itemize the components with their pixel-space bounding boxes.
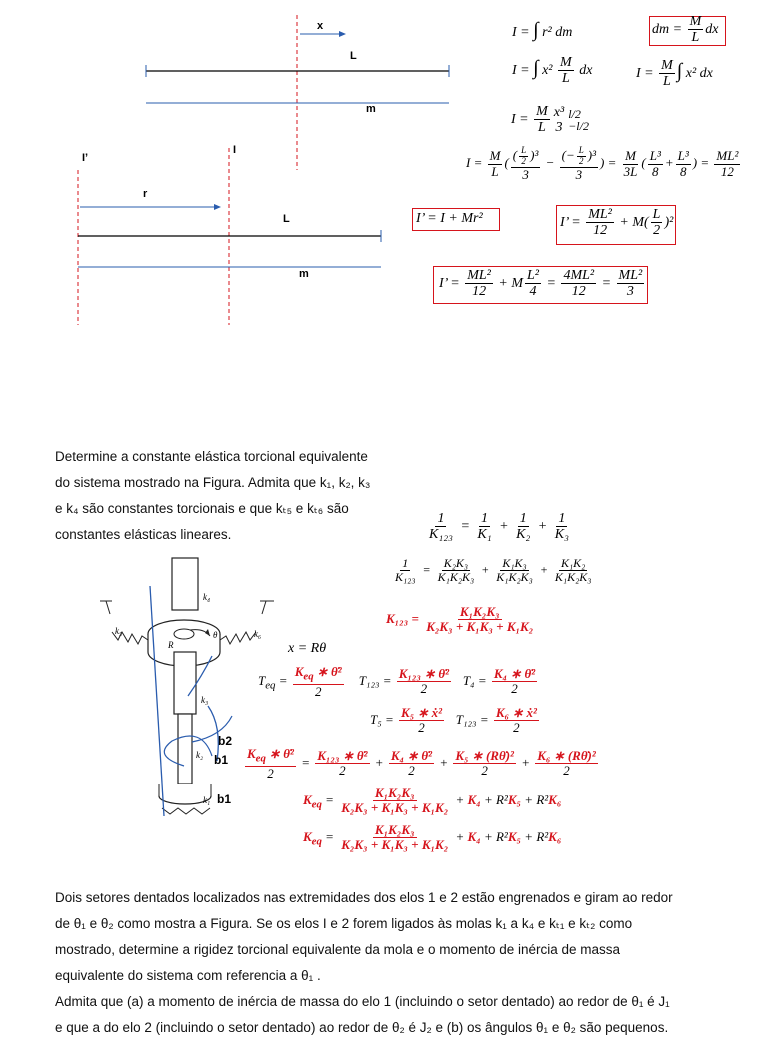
m-label-2: m	[299, 268, 309, 280]
m-label: m	[366, 103, 376, 115]
problem2-line4: equivalente do sistema com referencia a θ₁ .	[55, 968, 321, 983]
problem2-line2: de θ₁ e θ₂ como mostra a Figura. Se os elos I e 2 forem ligados às molas k₁ a k₄ e kₜ₁ e kₜ₂ como	[55, 916, 633, 931]
inertia-eq-7: I’ = $\frac{\text{ML²}}{12}$ + M( $\frac{L}{2}$ )²	[560, 207, 674, 239]
x-arrowhead	[339, 31, 346, 37]
r-arrowhead	[214, 204, 221, 210]
Iprime-label: I’	[82, 152, 89, 164]
L-label-2: L	[283, 213, 290, 225]
fig-b1-top: b1	[214, 753, 229, 767]
beam-diagrams	[0, 0, 470, 340]
solution-eq-x: x = Rθ	[288, 641, 327, 656]
inertia-eq-2: I = ∫ x² $\frac{M}{L}$ dx	[512, 55, 593, 87]
fig-b2: b2	[218, 734, 233, 748]
fig-k2: k₂	[196, 750, 204, 760]
problem1-line1: Determine a constante elástica torcional equivalente	[55, 449, 368, 464]
solution-eq-keq2: $K_{eq}$ = $\frac{\text{K₁K₂K₃}}{\text{K₂K₃ + K₁K₃ + K₁K₂}}$ + K₄ + R²K₅ + R²K₆	[303, 822, 562, 853]
solution-eq-2: $\frac{1}{\text{K₁₂₃}}$ = $\frac{\text{K₂K₃}}{\text{K₁K₂K₃}}$ + $\frac{\text{K₁K₃}}{\text{K₁K₂K₃}}$ + $\frac{\text{K₁K₂}}{\text{K₁K₂K₃}}$	[395, 556, 592, 585]
inertia-eq-3: I = $\frac{M}{L}$ ∫ x² dx	[636, 58, 713, 90]
problem1-line4: constantes elásticas lineares.	[55, 527, 232, 542]
fig-k6: k₆	[254, 629, 262, 639]
problem2-line3: mostrado, determine a rigidez torcional equivalente da mola e o momento de inércia de massa	[55, 942, 621, 957]
fig-R: R	[168, 640, 174, 650]
problem2-line5: Admita que (a) a momento de inércia de massa do elo 1 (incluindo o setor dentado) ao redor de θ₁ é J₁	[55, 994, 670, 1009]
r-label: r	[143, 188, 148, 200]
inertia-eq-1: I = ∫ r² dm	[512, 19, 573, 41]
fig-k3: k₃	[201, 695, 209, 705]
L-label: L	[350, 50, 357, 62]
solution-eq-T: $T_{eq}$ = $\frac{K_{eq} ∗ \thetȧ^2}{2}$ T₁₂₃ = $\frac{\text{K₁₂₃ ∗ θ̇²}}{2}$ T₄ = $\frac{\text{K₄ ∗ θ̇²}}{2}$	[258, 664, 536, 699]
I-label: I	[233, 144, 237, 156]
solution-eq-sum: $\frac{K_{eq} ∗ \thetȧ^2}{2}$ = $\frac{\text{K₁₂₃ ∗ θ̇²}}{2}$ + $\frac{\text{K₄ ∗ θ̇²}}{2}$ + $\frac{\text{K₅ ∗ (Rθ̇)²}}{2}$ + $\frac{\text{K₆ ∗ (Rθ̇)²}}{2}$	[247, 746, 596, 781]
x-label: x	[317, 20, 324, 32]
solution-eq-1: $\frac{1}{\text{K₁₂₃}}$ = $\frac{1}{\text{K₁}}$ + $\frac{1}{\text{K₂}}$ + $\frac{1}{\text{K₃}}$	[429, 511, 569, 543]
problem1-line2: do sistema mostrado na Figura. Admita que k₁, k₂, k₃	[55, 475, 371, 490]
problem1-line3: e k₄ são constantes torcionais e que kₜ₅ e kₜ₆ são	[55, 501, 349, 516]
problem2-line6: e que a do elo 2 (incluindo o setor dentado) ao redor de θ₂ é J₂ e (b) os ângulos θ₁ e θ₂ são pequenos.	[55, 1020, 669, 1035]
solution-eq-T2: T₅ = $\frac{\text{K₅ ∗ ẋ²}}{2}$ T₁₂₃ = $\frac{\text{K₆ ∗ ẋ²}}{2}$	[370, 705, 537, 736]
fig-b1-bottom: b1	[217, 792, 232, 806]
inertia-eq-4: I = $\frac{M}{L}$ x³ 3 l/2 −l/2	[511, 104, 589, 136]
solution-eq-keq1: $K_{eq}$ = $\frac{\text{K₁K₂K₃}}{\text{K₂K₃ + K₁K₃ + K₁K₂}}$ + K₄ + R²K₅ + R²K₆	[303, 785, 562, 816]
problem2-line1: Dois setores dentados localizados nas extremidades dos elos 1 e 2 estão engrenados e giram ao redor	[55, 890, 673, 905]
torsion-shaft-figure	[92, 556, 282, 831]
inertia-eq-5: I = $\frac{M}{L}$ ( ( $\frac{L}{2}$ )³ 3 − (− $\frac{L}{2}$ )³ 3 ) = $\frac{M}{3L}$ ( $\frac{\text{L³}}{8}$ + $\frac{\text{L³}}{8}$ ) = $\frac{\text{ML²}}{12}$	[466, 145, 739, 182]
inertia-eq-8: I’ = $\frac{\text{ML²}}{12}$ + M $\frac{\text{L²}}{4}$ = $\frac{\text{4ML²}}{12}$ = $\frac{\text{ML²}}{3}$	[439, 268, 643, 300]
problem2-text	[55, 885, 721, 1041]
problem1-text	[55, 444, 415, 548]
fig-k5: k₅	[115, 626, 123, 636]
fig-k1: k₁	[203, 795, 211, 805]
solution-eq-3: K₁₂₃ = $\frac{\text{K₁K₂K₃}}{\text{K₂K₃ + K₁K₃ + K₁K₂}}$	[386, 604, 534, 635]
inertia-eq-dm: dm = $\frac{M}{L}$ dx	[652, 14, 719, 46]
fig-k4: k₄	[203, 592, 211, 602]
inertia-eq-6: I’ = I + Mr²	[416, 211, 483, 226]
fig-theta: θ	[213, 630, 218, 640]
